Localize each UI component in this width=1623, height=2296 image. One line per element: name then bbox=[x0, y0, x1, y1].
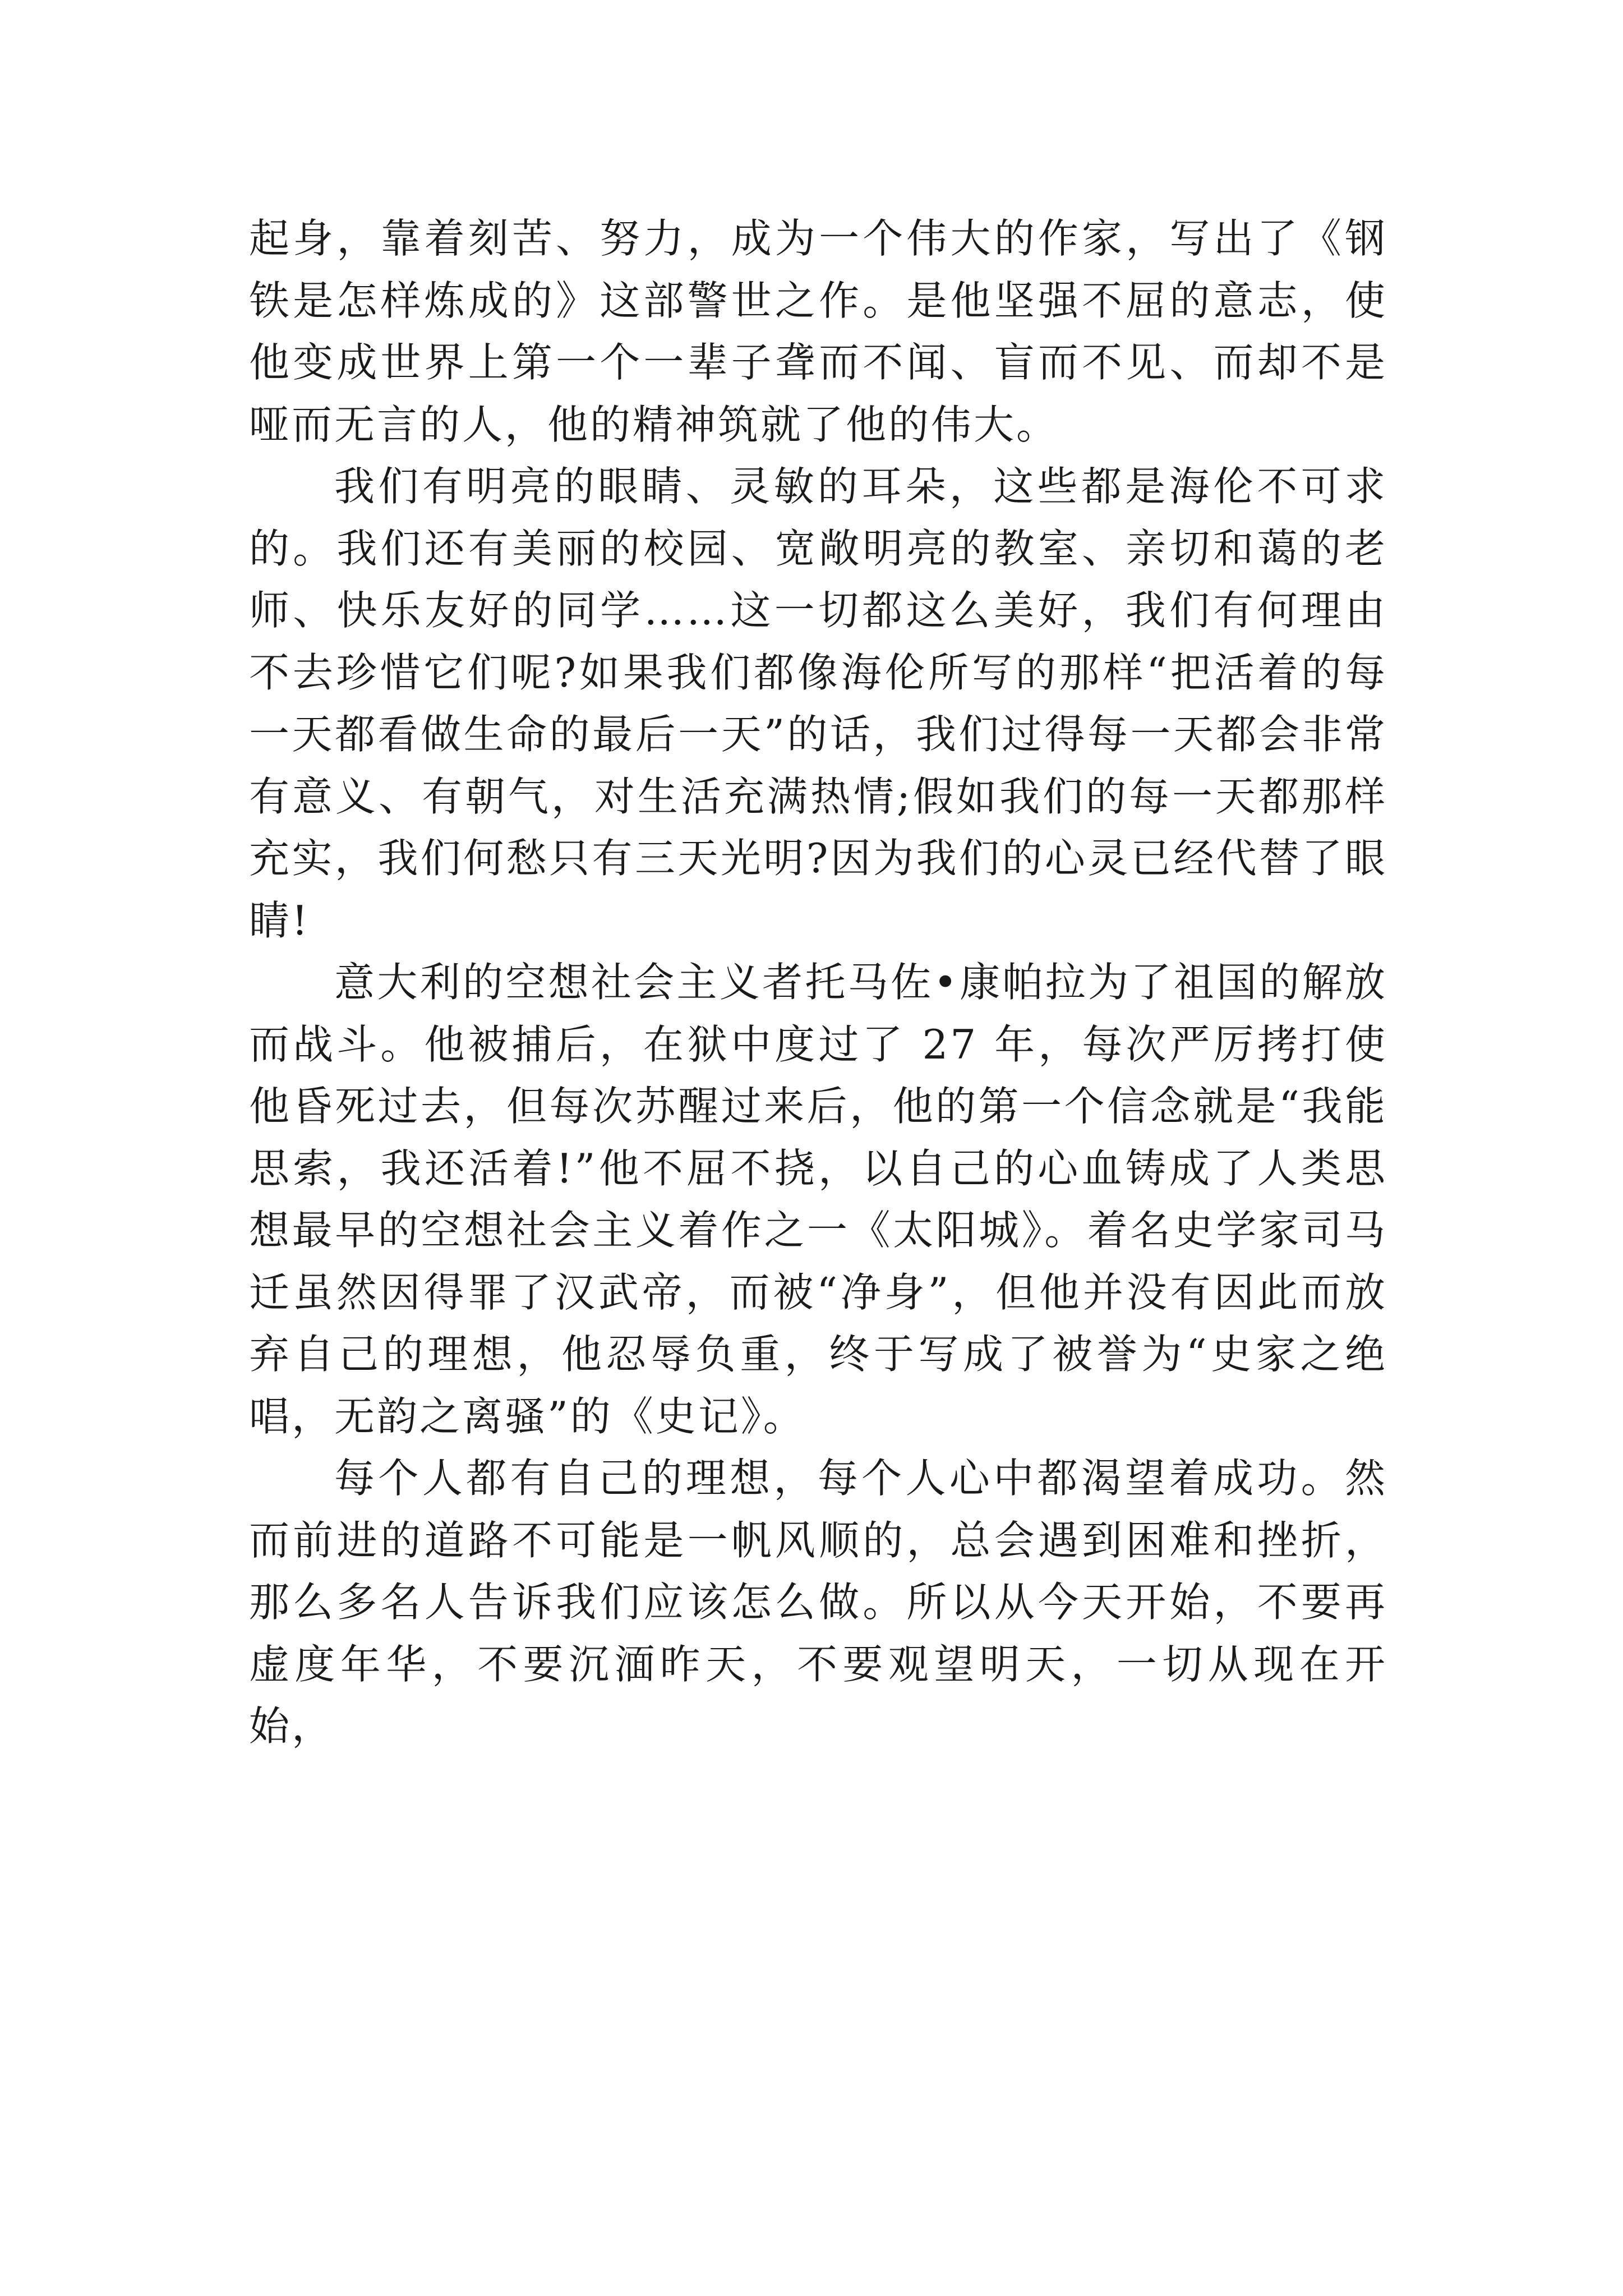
paragraph-2: 我们有明亮的眼睛、灵敏的耳朵，这些都是海伦不可求的。我们还有美丽的校园、宽敞明亮的教室、亲切和蔼的老师、快乐友好的同学……这一切都这么美好，我们有何理由不去珍惜它们呢?如果我们都像海伦所写的那样“把活着的每一天都看做生命的最后一天”的话，我们过得每一天都会非常有意义、有朝气，对生活充满热情;假如我们的每一天都那样充实，我们何愁只有三天光明?因为我们的心灵已经代替了眼睛! bbox=[249, 463, 1387, 944]
document-body bbox=[249, 208, 1387, 1757]
paragraph-3: 意大利的空想社会主义者托马佐•康帕拉为了祖国的解放而战斗。他被捕后，在狱中度过了 27 年，每次严厉拷打使他昏死过去，但每次苏醒过来后，他的第一个信念就是“我能思索，我还活着!”他不屈不挠，以自己的心血铸成了人类思想最早的空想社会主义着作之一《太阳城》。着名史学家司马迁虽然因得罪了汉武帝，而被“净身”，但他并没有因此而放弃自己的理想，他忍辱负重，终于写成了被誉为“史家之绝唱，无韵之离骚”的《史记》。 bbox=[249, 959, 1387, 1440]
paragraph-4: 每个人都有自己的理想，每个人心中都渴望着成功。然而前进的道路不可能是一帆风顺的，总会遇到困难和挫折，那么多名人告诉我们应该怎么做。所以从今天开始，不要再虚度年华，不要沉湎昨天，不要观望明天，一切从现在开始， bbox=[249, 1455, 1387, 1750]
paragraph-1: 起身，靠着刻苦、努力，成为一个伟大的作家，写出了《钢铁是怎样炼成的》这部警世之作。是他坚强不屈的意志，使他变成世界上第一个一辈子聋而不闻、盲而不见、而却不是哑而无言的人，他的精神筑就了他的伟大。 bbox=[249, 215, 1387, 448]
